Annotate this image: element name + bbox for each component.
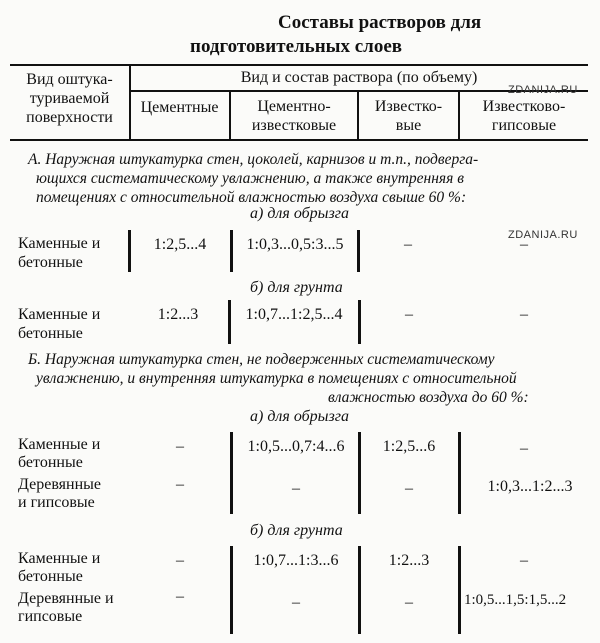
- b-block1-vline1: [230, 432, 233, 514]
- b-row3-cement-lime: 1:0,7...1:3...6: [253, 552, 339, 569]
- b-row1-lime: 1:2,5...6: [382, 438, 436, 455]
- b-row4-label: Деревянные и гипсовые: [18, 590, 114, 625]
- header-cement: Цементные: [140, 99, 219, 116]
- b-row1-cement: –: [176, 438, 184, 455]
- a-row2-vline1: [228, 300, 231, 344]
- b-row3-lime-gypsum: –: [520, 552, 528, 569]
- b-row4-cement-lime: –: [292, 594, 300, 611]
- header-lime-gypsum: Известково- гипсовые: [482, 98, 566, 134]
- a-row2-cement: 1:2...3: [157, 306, 199, 323]
- b-row2-lime: –: [405, 480, 413, 497]
- section-a-sub1: а) для обрызга: [250, 205, 349, 222]
- a-row1-lime-gypsum: –: [520, 236, 528, 253]
- section-a-text: А. Наружная штукатурка стен, цоколей, карнизов и т.п., подверга- ющихся систематическому увлажнению, а также внутренняя в помещениях с относительной влажностью воздуха свыше 60 %:: [28, 151, 479, 206]
- b-row2-label: Деревянные и гипсовые: [18, 476, 101, 511]
- a-row2-label: Каменные и бетонные: [18, 306, 101, 342]
- section-b-sub2: б) для грунта: [250, 522, 343, 539]
- header-bottom-rule: [10, 139, 588, 141]
- b-row4-lime: –: [405, 594, 413, 611]
- b-row2-lime-gypsum: 1:0,3...1:2...3: [487, 478, 573, 495]
- b-row3-cement: –: [176, 552, 184, 569]
- header-top-rule: [10, 64, 588, 66]
- a-row2-lime-gypsum: –: [520, 306, 528, 323]
- b-block1-vline3: [458, 432, 461, 514]
- a-row1-lime: –: [404, 236, 412, 253]
- b-row4-cement: –: [176, 588, 184, 605]
- title-line-1: Составы растворов для: [278, 12, 482, 33]
- a-row1-cement: 1:2,5...4: [153, 236, 207, 253]
- section-b-text: Б. Наружная штукатурка стен, не подверженных систематическому увлажнению, и внутренняя штукатурка в помещениях с относительной влажностью воздуха до 60 %:: [28, 351, 529, 406]
- a-row1-label: Каменные и бетонные: [18, 235, 101, 271]
- b-row3-label: Каменные и бетонные: [18, 550, 101, 585]
- b-row2-cement: –: [176, 476, 184, 493]
- header-group: Вид и состав раствора (по объему): [240, 69, 478, 86]
- a-row2-lime: –: [405, 306, 413, 323]
- title-line-2: подготовительных слоев: [190, 36, 403, 57]
- section-b-sub1: а) для обрызга: [250, 408, 349, 425]
- a-row1-vline1: [128, 230, 131, 272]
- b-row4-lime-gypsum: 1:0,5...1,5:1,5...2: [464, 592, 567, 608]
- b-block2-vline3: [458, 546, 461, 634]
- section-a-sub2: б) для грунта: [250, 279, 343, 296]
- a-row1-cement-lime: 1:0,3...0,5:3...5: [246, 236, 344, 253]
- b-row2-cement-lime: –: [292, 480, 300, 497]
- a-row1-vline2: [230, 230, 233, 272]
- b-row1-cement-lime: 1:0,5...0,7:4...6: [247, 438, 345, 455]
- b-row1-label: Каменные и бетонные: [18, 436, 101, 471]
- b-row3-lime: 1:2...3: [388, 552, 430, 569]
- watermark-1: ZDANIJA.RU: [508, 84, 578, 96]
- a-row2-cement-lime: 1:0,7...1:2,5...4: [245, 306, 343, 323]
- header-col1: Вид оштука- туриваемой поверхности: [26, 71, 113, 126]
- watermark-2: ZDANIJA.RU: [508, 229, 578, 241]
- b-row1-lime-gypsum: –: [520, 440, 528, 457]
- header-cement-lime: Цементно- известковые: [251, 98, 337, 134]
- header-lime: Известко- вые: [374, 98, 443, 134]
- b-block2-vline1: [230, 546, 233, 634]
